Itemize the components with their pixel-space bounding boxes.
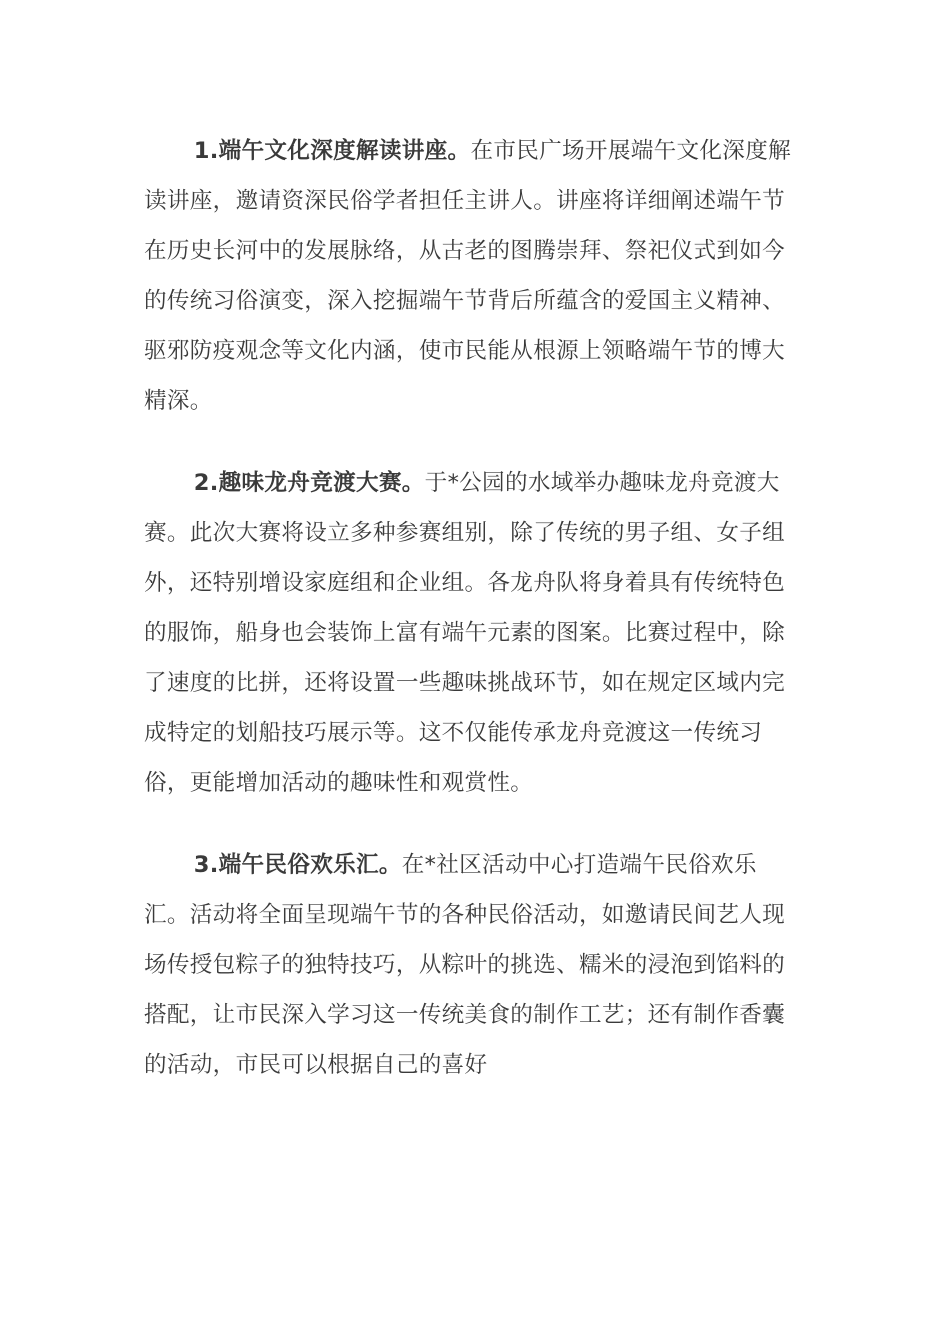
document-page: [144, 126, 800, 1122]
paragraph-folk-custom: [144, 840, 800, 1090]
paragraph-lecture: [144, 126, 800, 426]
paragraph-body: 在*社区活动中心打造端午民俗欢乐汇。活动将全面呈现端午节的各种民俗活动，如邀请民间艺人现场传授包粽子的独特技巧，从粽叶的挑选、糯米的浸泡到馅料的搭配，让市民深入学习这一传统美食的制作工艺；还有制作香囊的活动，市民可以根据自己的喜好: [144, 852, 786, 1078]
paragraph-dragon-boat: [144, 458, 800, 808]
paragraph-title: 2.趣味龙舟竞渡大赛。: [193, 470, 425, 496]
paragraph-body: 于*公园的水域举办趣味龙舟竞渡大赛。此次大赛将设立多种参赛组别，除了传统的男子组、女子组外，还特别增设家庭组和企业组。各龙舟队将身着具有传统特色的服饰，船身也会装饰上富有端午元素的图案。比赛过程中，除了速度的比拼，还将设置一些趣味挑战环节，如在规定区域内完成特定的划船技巧展示等。这不仅能传承龙舟竞渡这一传统习俗，更能增加活动的趣味性和观赏性。: [144, 470, 786, 796]
paragraph-title: 3.端午民俗欢乐汇。: [193, 852, 402, 878]
paragraph-body: 在市民广场开展端午文化深度解读讲座，邀请资深民俗学者担任主讲人。讲座将详细阐述端午节在历史长河中的发展脉络，从古老的图腾崇拜、祭祀仪式到如今的传统习俗演变，深入挖掘端午节背后所蕴含的爱国主义精神、驱邪防疫观念等文化内涵，使市民能从根源上领略端午节的博大精深。: [144, 138, 791, 414]
paragraph-title: 1.端午文化深度解读讲座。: [193, 138, 471, 164]
